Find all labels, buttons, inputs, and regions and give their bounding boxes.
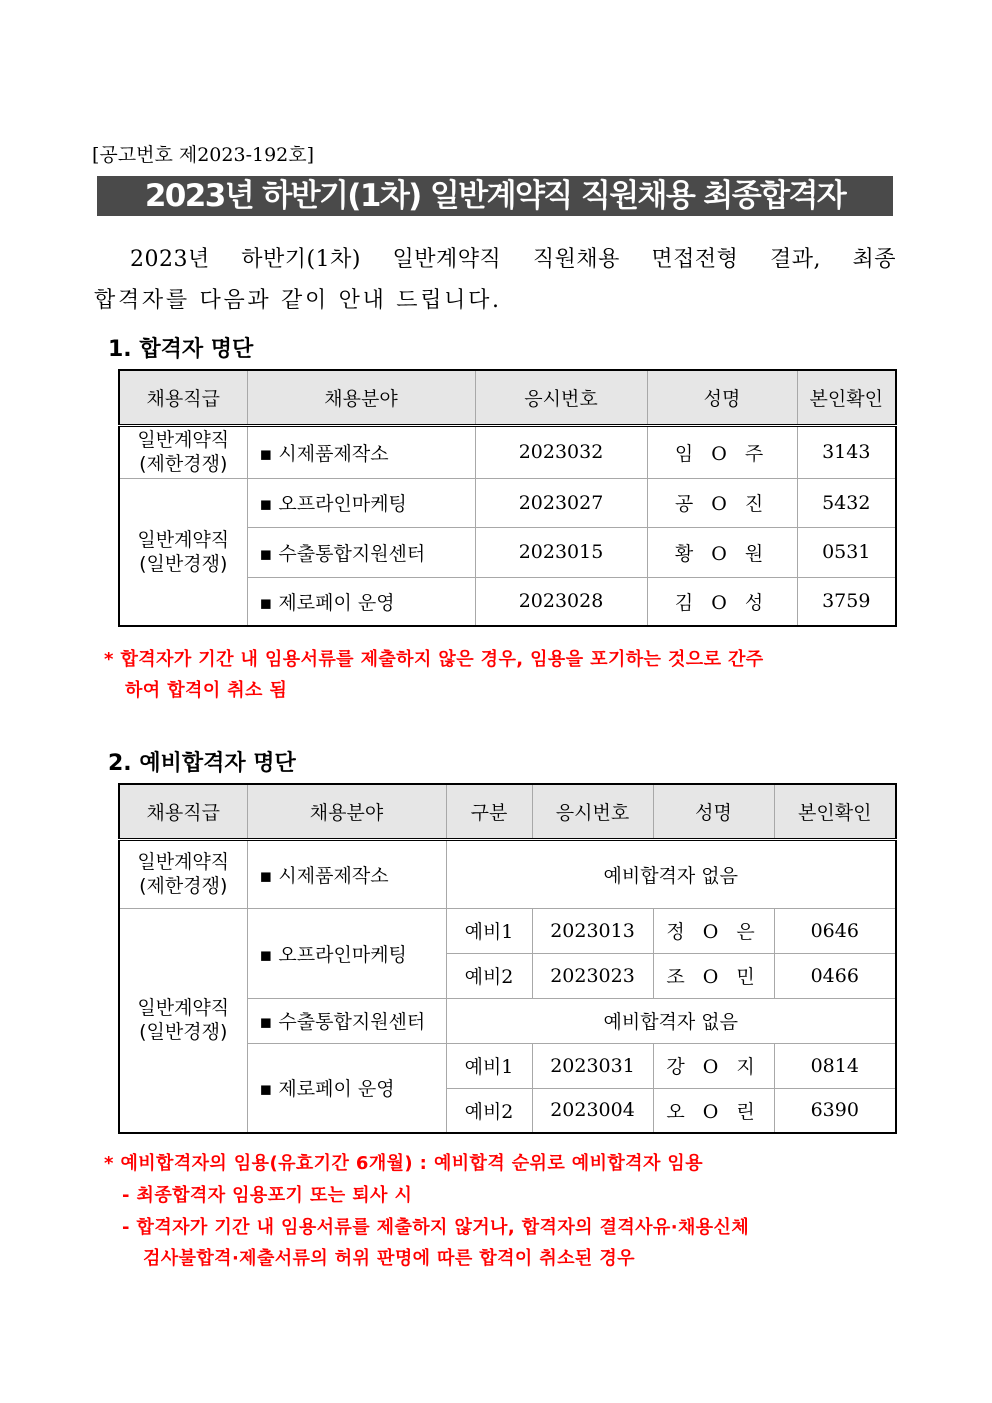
intro-paragraph-line1: 2023년 하반기(1차) 일반계약직 직원채용 면접전형 결과, 최종 [130, 247, 896, 272]
id-check: 3759 [797, 577, 896, 626]
exam-number: 2023028 [475, 577, 647, 626]
id-check: 6390 [774, 1088, 896, 1133]
field-cell: ▪ 시제품제작소 [247, 839, 446, 908]
id-check: 0466 [774, 953, 896, 998]
section2-note-line4: 검사불합격·제출서류의 허위 판명에 따른 합격이 취소된 경우 [143, 1248, 635, 1269]
table-row [119, 839, 896, 908]
reserve-order: 예비1 [446, 908, 532, 953]
field-cell: ▪ 제로페이 운영 [247, 577, 475, 626]
section1-title: 1. 합격자 명단 [108, 337, 254, 362]
group-limited [119, 425, 247, 478]
no-reserve-cell: 예비합격자 없음 [446, 839, 896, 908]
header-number: 응시번호 [475, 370, 647, 425]
intro-paragraph-line2: 합격자를 다음과 같이 안내 드립니다. [94, 288, 502, 313]
exam-number: 2023023 [532, 953, 653, 998]
group-limited [119, 839, 247, 908]
header-rank: 채용직급 [119, 370, 247, 425]
reserve-table [118, 783, 897, 1134]
id-check: 0814 [774, 1043, 896, 1088]
reserve-order: 예비2 [446, 953, 532, 998]
reserve-order: 예비1 [446, 1043, 532, 1088]
section2-note-line2: - 최종합격자 임용포기 또는 퇴사 시 [122, 1185, 413, 1206]
id-check: 0531 [797, 527, 896, 577]
candidate-name: 김 O 성 [647, 577, 797, 626]
header-field: 채용분야 [247, 370, 475, 425]
exam-number: 2023004 [532, 1088, 653, 1133]
candidate-name: 오 O 린 [653, 1088, 774, 1133]
group-open [119, 478, 247, 626]
section2-note-line3: - 합격자가 기간 내 임용서류를 제출하지 않거나, 합격자의 결격사유·채용신체 [122, 1217, 750, 1238]
exam-number: 2023032 [475, 425, 647, 478]
field-cell: ▪ 시제품제작소 [247, 425, 475, 478]
field-cell: ▪ 제로페이 운영 [247, 1043, 446, 1133]
exam-number: 2023031 [532, 1043, 653, 1088]
field-cell: ▪ 오프라인마케팅 [247, 908, 446, 998]
exam-number: 2023015 [475, 527, 647, 577]
group-open [119, 908, 247, 1133]
id-check: 0646 [774, 908, 896, 953]
exam-number: 2023027 [475, 478, 647, 527]
notice-number: [공고번호 제2023-192호] [92, 144, 315, 166]
reserve-order: 예비2 [446, 1088, 532, 1133]
candidate-name: 공 O 진 [647, 478, 797, 527]
table-row [119, 425, 896, 478]
candidate-name: 강 O 지 [653, 1043, 774, 1088]
header-rank: 채용직급 [119, 784, 247, 839]
id-check: 3143 [797, 425, 896, 478]
candidate-name: 조 O 민 [653, 953, 774, 998]
group-limited-label: 일반계약직 (제한경쟁) [137, 851, 230, 897]
page-title: 2023년 하반기(1차) 일반계약직 직원채용 최종합격자 [97, 176, 893, 216]
section2-title: 2. 예비합격자 명단 [108, 751, 296, 776]
field-cell: ▪ 수출통합지원센터 [247, 527, 475, 577]
exam-number: 2023013 [532, 908, 653, 953]
header-field: 채용분야 [247, 784, 446, 839]
table-row [119, 908, 896, 953]
finalists-table [118, 369, 897, 627]
group-open-label: 일반계약직 (일반경쟁) [137, 997, 230, 1044]
header-number: 응시번호 [532, 784, 653, 839]
header-name: 성명 [653, 784, 774, 839]
field-cell: ▪ 오프라인마케팅 [247, 478, 475, 527]
section1-note-line1: * 합격자가 기간 내 임용서류를 제출하지 않은 경우, 임용을 포기하는 것으로 간주 [104, 649, 764, 670]
header-id: 본인확인 [774, 784, 896, 839]
no-reserve-cell: 예비합격자 없음 [446, 998, 896, 1043]
header-name: 성명 [647, 370, 797, 425]
field-cell: ▪ 수출통합지원센터 [247, 998, 446, 1043]
candidate-name: 임 O 주 [647, 425, 797, 478]
id-check: 5432 [797, 478, 896, 527]
section1-note-line2: 하여 합격이 취소 됨 [125, 680, 288, 701]
header-order: 구분 [446, 784, 532, 839]
candidate-name: 정 O 은 [653, 908, 774, 953]
candidate-name: 황 O 원 [647, 527, 797, 577]
group-limited-label: 일반계약직 (제한경쟁) [137, 429, 230, 475]
group-open-label: 일반계약직 (일반경쟁) [137, 528, 230, 575]
section2-note-line1: * 예비합격자의 임용(유효기간 6개월) : 예비합격 순위로 예비합격자 임용 [104, 1153, 703, 1174]
table-row [119, 478, 896, 527]
header-id: 본인확인 [797, 370, 896, 425]
